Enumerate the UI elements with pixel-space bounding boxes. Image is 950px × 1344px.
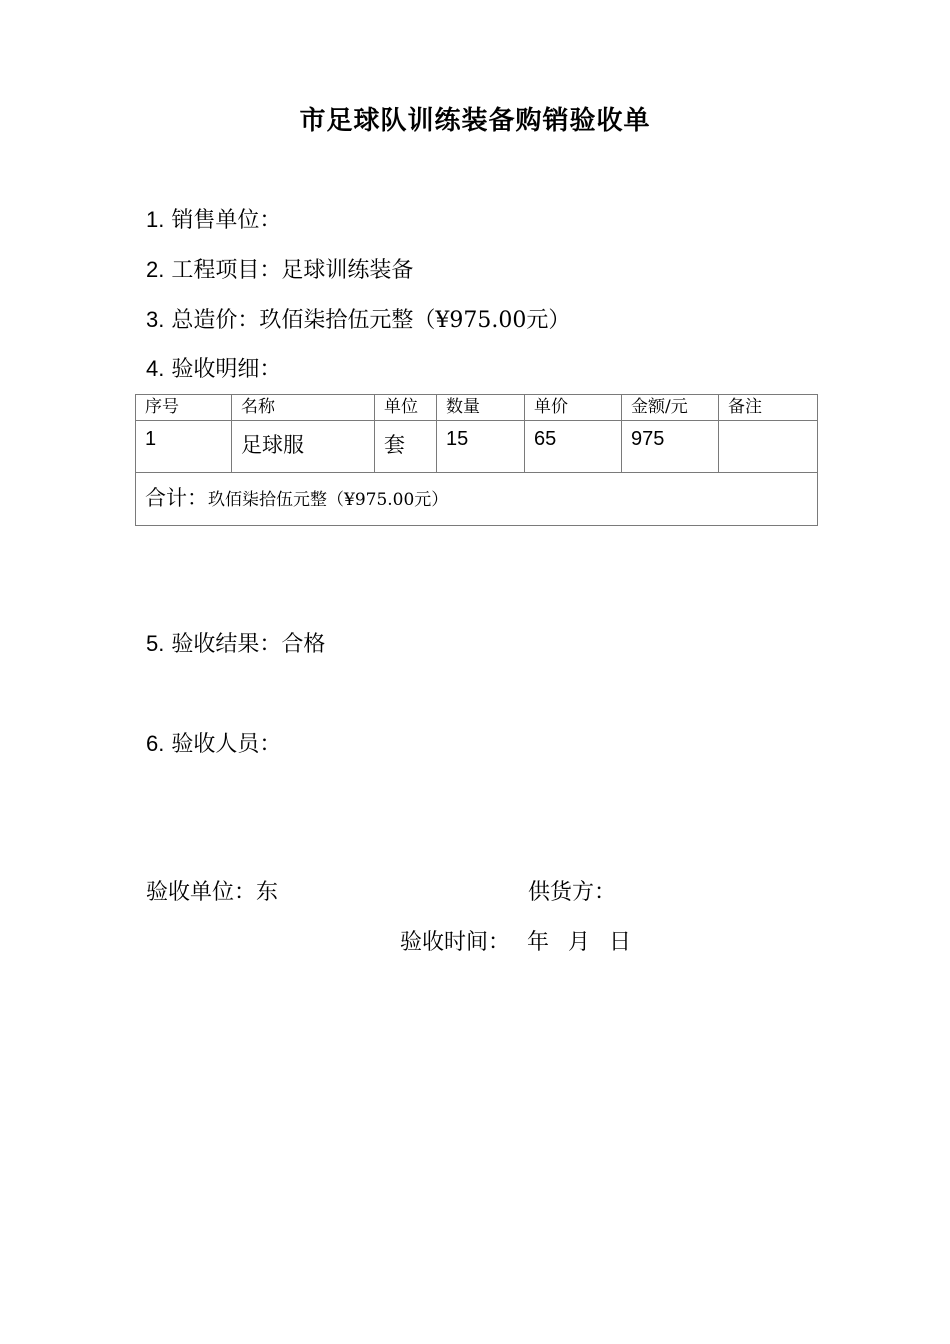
staff-label: 验收人员：: [171, 732, 282, 757]
cell-quantity: 15: [437, 421, 525, 473]
cell-index: 1: [136, 421, 232, 473]
column-header-amount: 金额/元: [622, 395, 719, 421]
table-row: [136, 421, 818, 473]
total-price-value: 玖佰柒拾伍元整（¥975.00元）: [259, 308, 571, 333]
total-price-label: 总造价：: [171, 308, 260, 333]
project-line: [146, 253, 413, 284]
staff-line: [146, 727, 281, 758]
result-line: [146, 627, 325, 658]
acceptor-signature: [146, 875, 278, 906]
cell-unit-price: 65: [525, 421, 622, 473]
item-number: 4.: [146, 356, 165, 381]
date-day: 日: [609, 930, 632, 955]
total-price-line: [146, 303, 570, 334]
item-number: 5.: [146, 631, 165, 656]
acceptor-label: 验收单位：: [146, 880, 257, 905]
seller-label: 销售单位：: [171, 208, 282, 233]
column-header-index: 序号: [136, 395, 232, 421]
total-label: 合计：: [145, 486, 208, 510]
column-header-unit-price: 单价: [525, 395, 622, 421]
column-header-unit: 单位: [375, 395, 437, 421]
date-year: 年: [527, 930, 550, 955]
acceptor-value: 东: [256, 880, 279, 905]
document-title: 市足球队训练装备购销验收单: [299, 106, 651, 136]
item-number: 3.: [146, 307, 165, 332]
total-value: 玖佰柒拾伍元整（¥975.00元）: [208, 490, 449, 510]
cell-name: 足球服: [232, 421, 375, 473]
date-label: 验收时间：: [400, 930, 511, 955]
result-value: 合格: [281, 632, 326, 657]
column-header-remarks: 备注: [719, 395, 818, 421]
acceptance-detail-table: [135, 394, 818, 526]
table-header-row: [136, 395, 818, 421]
seller-line: [146, 203, 281, 234]
cell-remarks: [719, 421, 818, 473]
cell-amount: 975: [622, 421, 719, 473]
project-label: 工程项目：: [171, 258, 282, 283]
column-header-quantity: 数量: [437, 395, 525, 421]
details-line: [146, 352, 281, 383]
details-label: 验收明细：: [171, 357, 282, 382]
item-number: 1.: [146, 207, 165, 232]
date-month: 月: [568, 930, 591, 955]
cell-unit: 套: [375, 421, 437, 473]
item-number: 6.: [146, 731, 165, 756]
total-cell: [136, 473, 818, 526]
table-total-row: [136, 473, 818, 526]
item-number: 2.: [146, 257, 165, 282]
project-value: 足球训练装备: [281, 258, 414, 283]
supplier-signature: [528, 875, 616, 906]
supplier-label: 供货方：: [528, 880, 617, 905]
result-label: 验收结果：: [171, 632, 282, 657]
column-header-name: 名称: [232, 395, 375, 421]
acceptance-date: [400, 925, 631, 956]
